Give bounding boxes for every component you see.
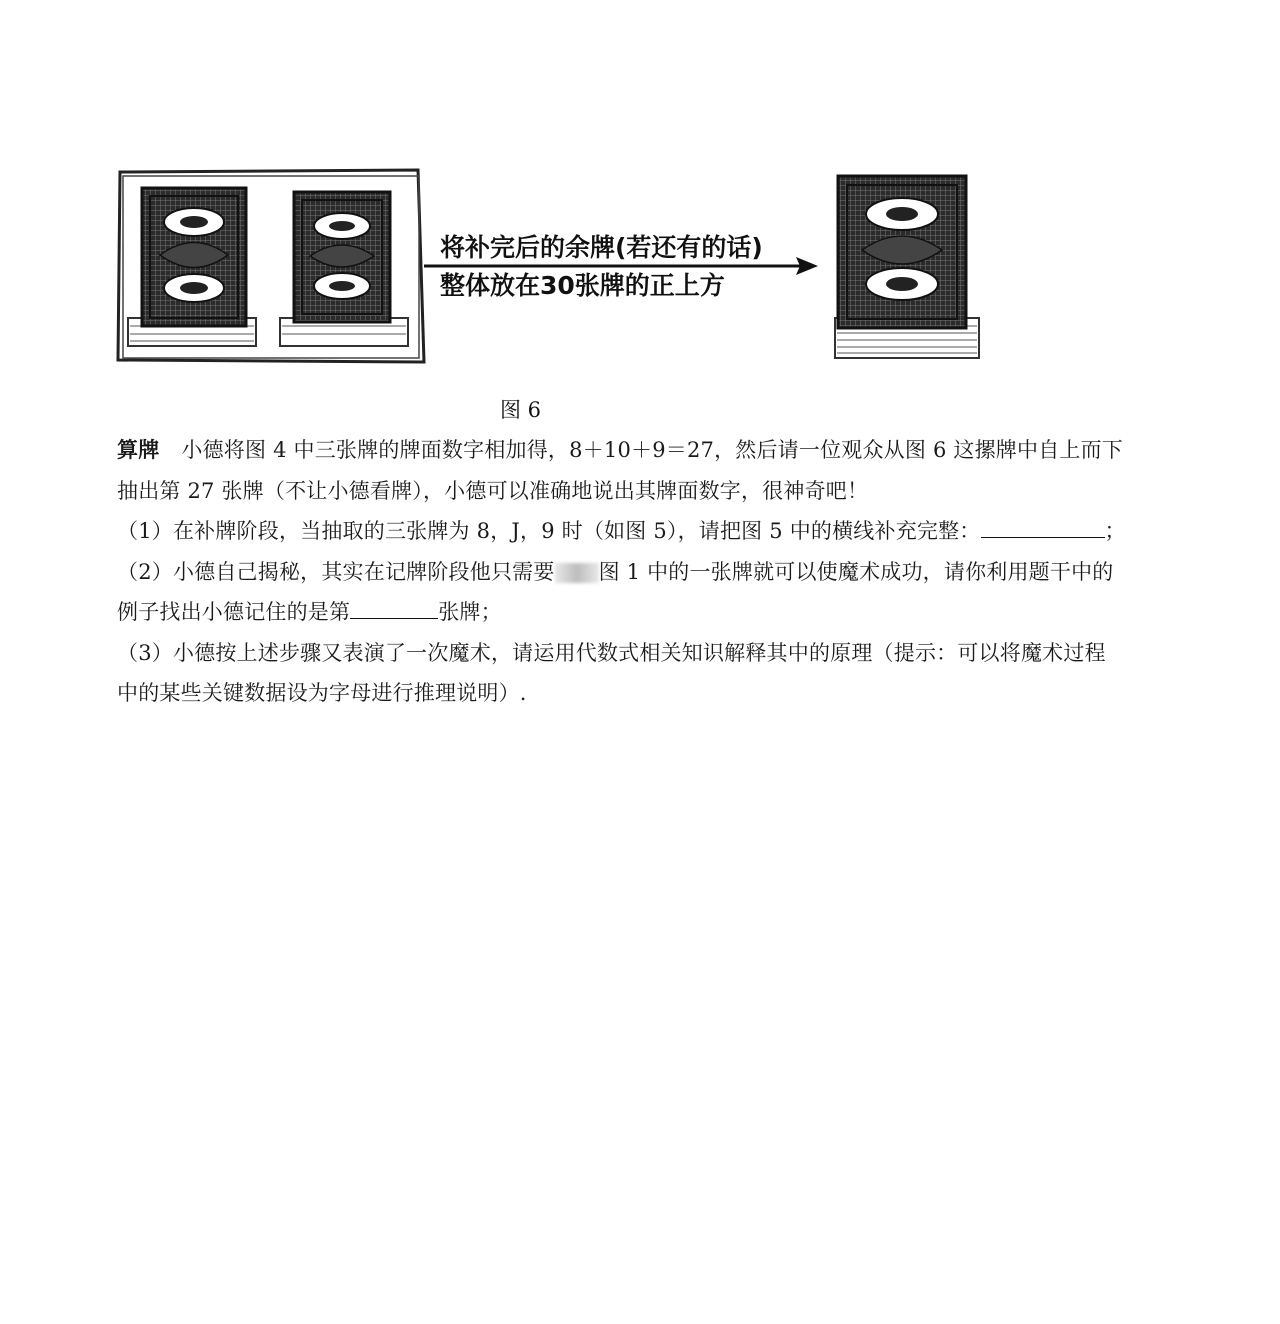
problem-heading: 算牌 (117, 437, 160, 462)
figure-caption: 图 6 (500, 398, 542, 422)
left-decks-frame (118, 170, 424, 362)
card-deck-1 (128, 188, 256, 346)
question-2-continued (117, 592, 1177, 633)
question-2-part-a: （2）小德自己揭秘，其实在记牌阶段他只需要 (117, 559, 555, 584)
problem-line-2: 抽出第 27 张牌（不让小德看牌），小德可以准确地说出其牌面数字，很神奇吧！ (117, 478, 869, 503)
question-3: （3）小德按上述步骤又表演了一次魔术，请运用代数式相关知识解释其中的原理（提示：可以将魔术过程 (117, 640, 1106, 665)
card-deck-2 (280, 192, 408, 346)
question-3-continued: 中的某些关键数据设为字母进行推理说明）. (117, 681, 527, 705)
problem-line-1 (117, 430, 1177, 471)
question-2-part-b: 图 1 中的一张牌就可以使魔术成功，请你利用题干中的 (598, 559, 1114, 584)
question-2 (117, 552, 1177, 593)
question-2-part-d: 张牌； (438, 600, 502, 624)
answer-blank-2[interactable] (350, 596, 438, 619)
problem-intro: 小德将图 4 中三张牌的牌面数字相加得，8＋10＋9＝27，然后请一位观众从图 6 这摞牌中自上而下 (181, 438, 1123, 462)
arrow-label-line-1: 将补完后的余牌(若还有的话) (440, 233, 763, 262)
arrow-label-line-2: 整体放在30张牌的正上方 (440, 271, 725, 300)
problem-text (117, 430, 1177, 714)
question-1-end: ； (1104, 519, 1126, 543)
question-1 (117, 511, 1177, 552)
card-stacks-figure (0, 0, 1280, 400)
question-2-part-c: 例子找出小德记住的是第 (117, 600, 351, 624)
card-deck-combined (835, 176, 979, 358)
blurred-text (555, 563, 599, 583)
question-1-text: （1）在补牌阶段，当抽取的三张牌为 8，J，9 时（如图 5），请把图 5 中的横线补充完整： (117, 519, 981, 543)
answer-blank-1[interactable] (981, 515, 1105, 538)
